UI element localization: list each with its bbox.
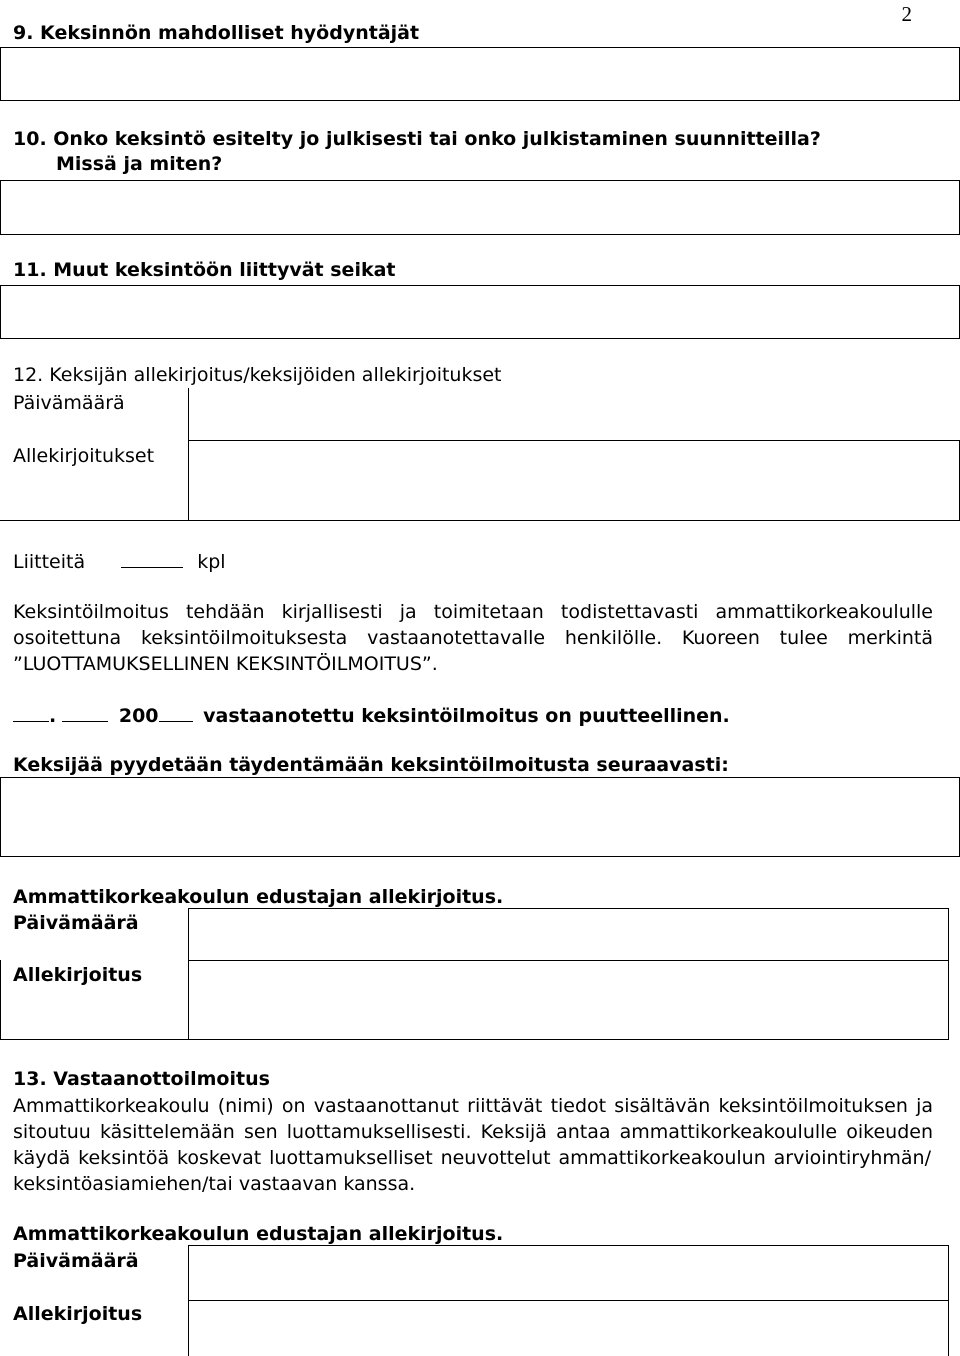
received-text: vastaanotettu keksintöilmoitus on puutteellinen. [203, 705, 730, 727]
section-12-signatures-box[interactable] [188, 440, 960, 521]
page-number: 2 [901, 2, 912, 26]
uas-signature-2-right-border [948, 1300, 949, 1356]
uas-signature-1-date-label: Päivämäärä [13, 912, 139, 934]
section-12-date-label: Päivämäärä [13, 392, 125, 414]
received-year-prefix: 200 [118, 705, 159, 727]
uas-signature-2-signature-label: Allekirjoitus [13, 1303, 143, 1325]
uas-signature-1-signature-label: Allekirjoitus [13, 964, 143, 986]
uas-signature-2-date-label: Päivämäärä [13, 1250, 139, 1272]
section-13-line-2: sitoutuu käsittelemään sen luottamuksellisesti. Keksijä antaa ammattikorkeakoululle oikeuden [13, 1121, 933, 1143]
notice-line-3: ”LUOTTAMUKSELLINEN KEKSINTÖILMOITUS”. [13, 653, 438, 675]
section-12-bottom-line [0, 520, 188, 521]
uas-signature-1-date-field[interactable] [188, 908, 949, 961]
uas-signature-2-divider [188, 1300, 189, 1356]
received-month-field[interactable] [62, 703, 108, 722]
section-13-line-3: käydä keksintöä koskevat luottamukselliset neuvottelut ammattikorkeakoulun arviointiryhmän/ [13, 1147, 931, 1169]
section-9-heading: 9. Keksinnön mahdolliset hyödyntäjät [13, 22, 420, 44]
section-11-input-box[interactable] [0, 285, 960, 339]
section-12-signatures-label: Allekirjoitukset [13, 445, 155, 467]
section-10-heading-line1: 10. Onko keksintö esitelty jo julkisesti tai onko julkistaminen suunnitteilla? [13, 128, 821, 150]
uas-signature-1-signature-field[interactable] [188, 961, 948, 1039]
uas-signature-2-signature-field[interactable] [190, 1302, 947, 1356]
uas-signature-2-date-field[interactable] [188, 1245, 949, 1301]
attachments-label: Liitteitä [13, 551, 86, 573]
section-11-heading: 11. Muut keksintöön liittyvät seikat [13, 259, 396, 281]
uas-signature-2-heading: Ammattikorkeakoulun edustajan allekirjoitus. [13, 1223, 504, 1245]
received-year-field[interactable] [159, 703, 193, 722]
section-12-date-field[interactable] [188, 389, 960, 440]
uas-signature-1-heading: Ammattikorkeakoulun edustajan allekirjoitus. [13, 886, 504, 908]
notice-line-1: Keksintöilmoitus tehdään kirjallisesti ja toimitetaan todistettavasti ammattikorkeakoululle [13, 601, 933, 623]
section-13-line-4: keksintöasiamiehen/tai vastaavan kanssa. [13, 1173, 416, 1195]
section-9-input-box[interactable] [0, 47, 960, 101]
received-day-field[interactable] [13, 703, 49, 722]
attachments-count-field[interactable] [121, 549, 183, 568]
section-10-heading-line2: Missä ja miten? [56, 153, 223, 175]
section-10-input-box[interactable] [0, 180, 960, 235]
received-dot: . [49, 705, 57, 727]
uas-signature-2-date-line [188, 1300, 949, 1301]
section-12-heading: 12. Keksijän allekirjoitus/keksijöiden allekirjoitukset [13, 364, 502, 386]
attachments-unit: kpl [197, 551, 226, 573]
section-13-heading: 13. Vastaanottoilmoitus [13, 1068, 270, 1090]
notice-line-2: osoitettuna keksintöilmoituksesta vastaanotettavalle henkilölle. Kuoreen tulee merkintä [13, 627, 933, 649]
supplement-input-box[interactable] [0, 777, 960, 857]
supplement-label: Keksijää pyydetään täydentämään keksintöilmoitusta seuraavasti: [13, 754, 729, 776]
section-13-line-1: Ammattikorkeakoulu (nimi) on vastaanottanut riittävät tiedot sisältävän keksintöilmoituksen ja [13, 1095, 933, 1117]
